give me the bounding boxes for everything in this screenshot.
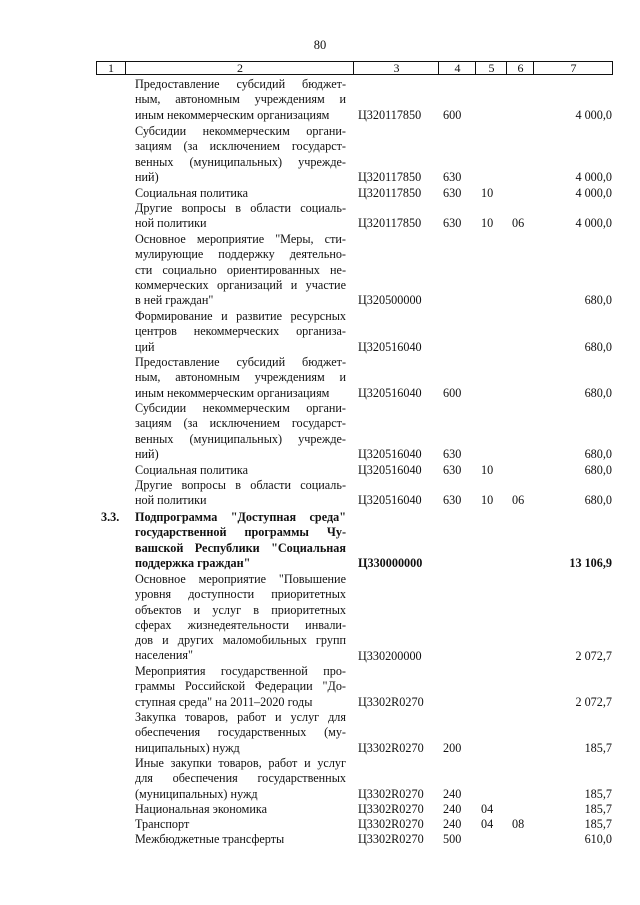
row-name-line: объектов и услуг в приоритетных	[135, 602, 346, 617]
amount: 185,7	[584, 817, 612, 831]
row-name-line: сферах жизнедеятельности инвали-	[135, 617, 346, 632]
row-name-line: населения"	[135, 648, 194, 663]
row-name-line: граммы Российской Федерации "До-	[135, 679, 346, 694]
row-name-line: Субсидии некоммерческим органи-	[135, 401, 346, 415]
row-name-line: Межбюджетные трансферты	[135, 832, 285, 846]
budget-code: Ц320516040	[358, 339, 422, 354]
budget-code: Ц320500000	[358, 293, 422, 308]
row-name-line: коммерческих организаций и участие	[135, 277, 346, 292]
row-name-line: ной политики	[135, 216, 207, 231]
row-name-line: венных (муниципальных) учрежде-	[135, 431, 346, 446]
amount: 2 072,7	[575, 648, 612, 663]
header-col-2: 2	[125, 62, 354, 74]
amount: 4 000,0	[575, 169, 612, 184]
amount: 680,0	[584, 385, 612, 400]
page-number: 80	[313, 38, 327, 52]
row-name-line: зациям (за исключением государст-	[135, 139, 346, 154]
section-number: 3.3.	[101, 510, 120, 524]
row-name	[135, 401, 346, 462]
amount: 185,7	[584, 802, 612, 816]
subsection-code: 06	[512, 216, 525, 231]
section-code: 10	[481, 186, 494, 200]
budget-code: Ц320516040	[358, 385, 422, 400]
row-name-line: Основное мероприятие "Повышение	[135, 572, 346, 586]
expense-type: 630	[443, 446, 462, 461]
budget-code: Ц3302R0270	[358, 694, 424, 709]
row-name	[135, 77, 346, 123]
expense-type: 630	[443, 169, 462, 184]
row-name	[135, 355, 346, 401]
amount: 13 106,9	[569, 555, 612, 570]
row-name-line: обеспечения государственных (му-	[135, 725, 346, 740]
budget-code: Ц320117850	[358, 216, 422, 231]
budget-code: Ц3302R0270	[358, 786, 424, 801]
amount: 680,0	[584, 293, 612, 308]
row-name-line: ным, автономным учреждениям и	[135, 370, 346, 385]
row-name	[135, 201, 346, 232]
budget-code: Ц320516040	[358, 446, 422, 461]
expense-type: 630	[443, 186, 462, 200]
row-name-line: ступная среда" на 2011–2020 годы	[135, 694, 313, 709]
section-code: 10	[481, 216, 494, 231]
expense-type: 630	[443, 493, 462, 508]
subsection-code: 08	[512, 817, 525, 831]
row-name-line: иным некоммерческим организациям	[135, 107, 330, 122]
row-name	[135, 802, 346, 817]
table-header	[96, 61, 613, 75]
expense-type: 630	[443, 463, 462, 477]
row-name	[135, 817, 346, 832]
row-name-line: Закупка товаров, работ и услуг для	[135, 710, 346, 724]
row-name-line: центров некоммерческих организа-	[135, 324, 346, 339]
section-code: 10	[481, 493, 494, 508]
amount: 2 072,7	[575, 694, 612, 709]
row-name-line: Подпрограмма "Доступная среда"	[135, 510, 346, 524]
row-name	[135, 309, 346, 355]
budget-code: Ц3302R0270	[358, 802, 424, 816]
row-name-line: поддержка граждан"	[135, 555, 251, 570]
amount: 680,0	[584, 446, 612, 461]
row-name-line: венных (муниципальных) учрежде-	[135, 154, 346, 169]
row-name-line: зациям (за исключением государст-	[135, 416, 346, 431]
expense-type: 240	[443, 817, 462, 831]
expense-type: 240	[443, 802, 462, 816]
row-name-line: (муниципальных) нужд	[135, 786, 258, 801]
amount: 4 000,0	[575, 186, 612, 200]
header-col-7: 7	[533, 62, 613, 74]
row-name-line: Иные закупки товаров, работ и услуг	[135, 756, 346, 770]
expense-type: 500	[443, 832, 462, 846]
row-name-line: Другие вопросы в области социаль-	[135, 201, 346, 215]
row-name-line: сти социально ориентированных не-	[135, 262, 346, 277]
row-name-line: ной политики	[135, 493, 207, 508]
header-col-3: 3	[353, 62, 439, 74]
row-name-line: для обеспечения государственных	[135, 771, 346, 786]
amount: 680,0	[584, 339, 612, 354]
row-name	[135, 832, 346, 847]
amount: 4 000,0	[575, 216, 612, 231]
row-name	[135, 478, 346, 509]
row-name	[135, 756, 346, 802]
amount: 185,7	[584, 786, 612, 801]
expense-type: 240	[443, 786, 462, 801]
row-name-line: Мероприятия государственной про-	[135, 664, 346, 678]
amount: 4 000,0	[575, 107, 612, 122]
budget-code: Ц3302R0270	[358, 817, 424, 831]
budget-code: Ц320117850	[358, 186, 422, 200]
row-name-line: вашской Республики "Социальная	[135, 540, 346, 555]
budget-code: Ц330000000	[358, 555, 423, 570]
expense-type: 600	[443, 385, 462, 400]
row-name	[135, 510, 346, 571]
section-code: 04	[481, 802, 494, 816]
row-name-line: иным некоммерческим организациям	[135, 385, 330, 400]
row-name-line: мулирующие поддержку деятельно-	[135, 247, 346, 262]
expense-type: 600	[443, 107, 462, 122]
row-name-line: Другие вопросы в области социаль-	[135, 478, 346, 492]
row-name-line: Национальная экономика	[135, 802, 268, 816]
budget-code: Ц3302R0270	[358, 740, 424, 755]
budget-code: Ц3302R0270	[358, 832, 424, 846]
budget-code: Ц320516040	[358, 463, 422, 477]
section-code: 10	[481, 463, 494, 477]
header-col-4: 4	[438, 62, 476, 74]
row-name-line: дов и других маломобильных групп	[135, 633, 346, 648]
section-code: 04	[481, 817, 494, 831]
expense-type: 630	[443, 216, 462, 231]
row-name	[135, 124, 346, 185]
row-name	[135, 572, 346, 664]
row-name-line: в ней граждан"	[135, 293, 214, 308]
row-name-line: Основное мероприятие "Меры, сти-	[135, 232, 346, 246]
row-name-line: Формирование и развитие ресурсных	[135, 309, 346, 323]
row-name-line: Предоставление субсидий бюджет-	[135, 77, 346, 91]
row-name-line: Социальная политика	[135, 186, 249, 200]
row-name	[135, 664, 346, 710]
amount: 680,0	[584, 463, 612, 477]
row-name-line: ным, автономным учреждениям и	[135, 92, 346, 107]
budget-code: Ц320516040	[358, 493, 422, 508]
budget-code: Ц320117850	[358, 107, 422, 122]
row-name-line: ний)	[135, 169, 159, 184]
row-name	[135, 186, 346, 201]
amount: 680,0	[584, 493, 612, 508]
header-col-6: 6	[506, 62, 534, 74]
row-name-line: ций	[135, 339, 155, 354]
row-name-line: Социальная политика	[135, 463, 249, 477]
amount: 610,0	[584, 832, 612, 846]
subsection-code: 06	[512, 493, 525, 508]
row-name	[135, 232, 346, 308]
row-name-line: государственной программы Чу-	[135, 525, 346, 540]
row-name	[135, 463, 346, 478]
header-col-5: 5	[475, 62, 507, 74]
header-col-1: 1	[108, 61, 114, 75]
amount: 185,7	[584, 740, 612, 755]
row-name-line: Субсидии некоммерческим органи-	[135, 124, 346, 138]
row-name-line: ний)	[135, 446, 159, 461]
row-name-line: Транспорт	[135, 817, 190, 831]
budget-code: Ц330200000	[358, 648, 422, 663]
budget-code: Ц320117850	[358, 169, 422, 184]
row-name-line: Предоставление субсидий бюджет-	[135, 355, 346, 369]
row-name-line: ниципальных) нужд	[135, 740, 240, 755]
row-name-line: уровня доступности приоритетных	[135, 587, 346, 602]
expense-type: 200	[443, 740, 462, 755]
row-name	[135, 710, 346, 756]
